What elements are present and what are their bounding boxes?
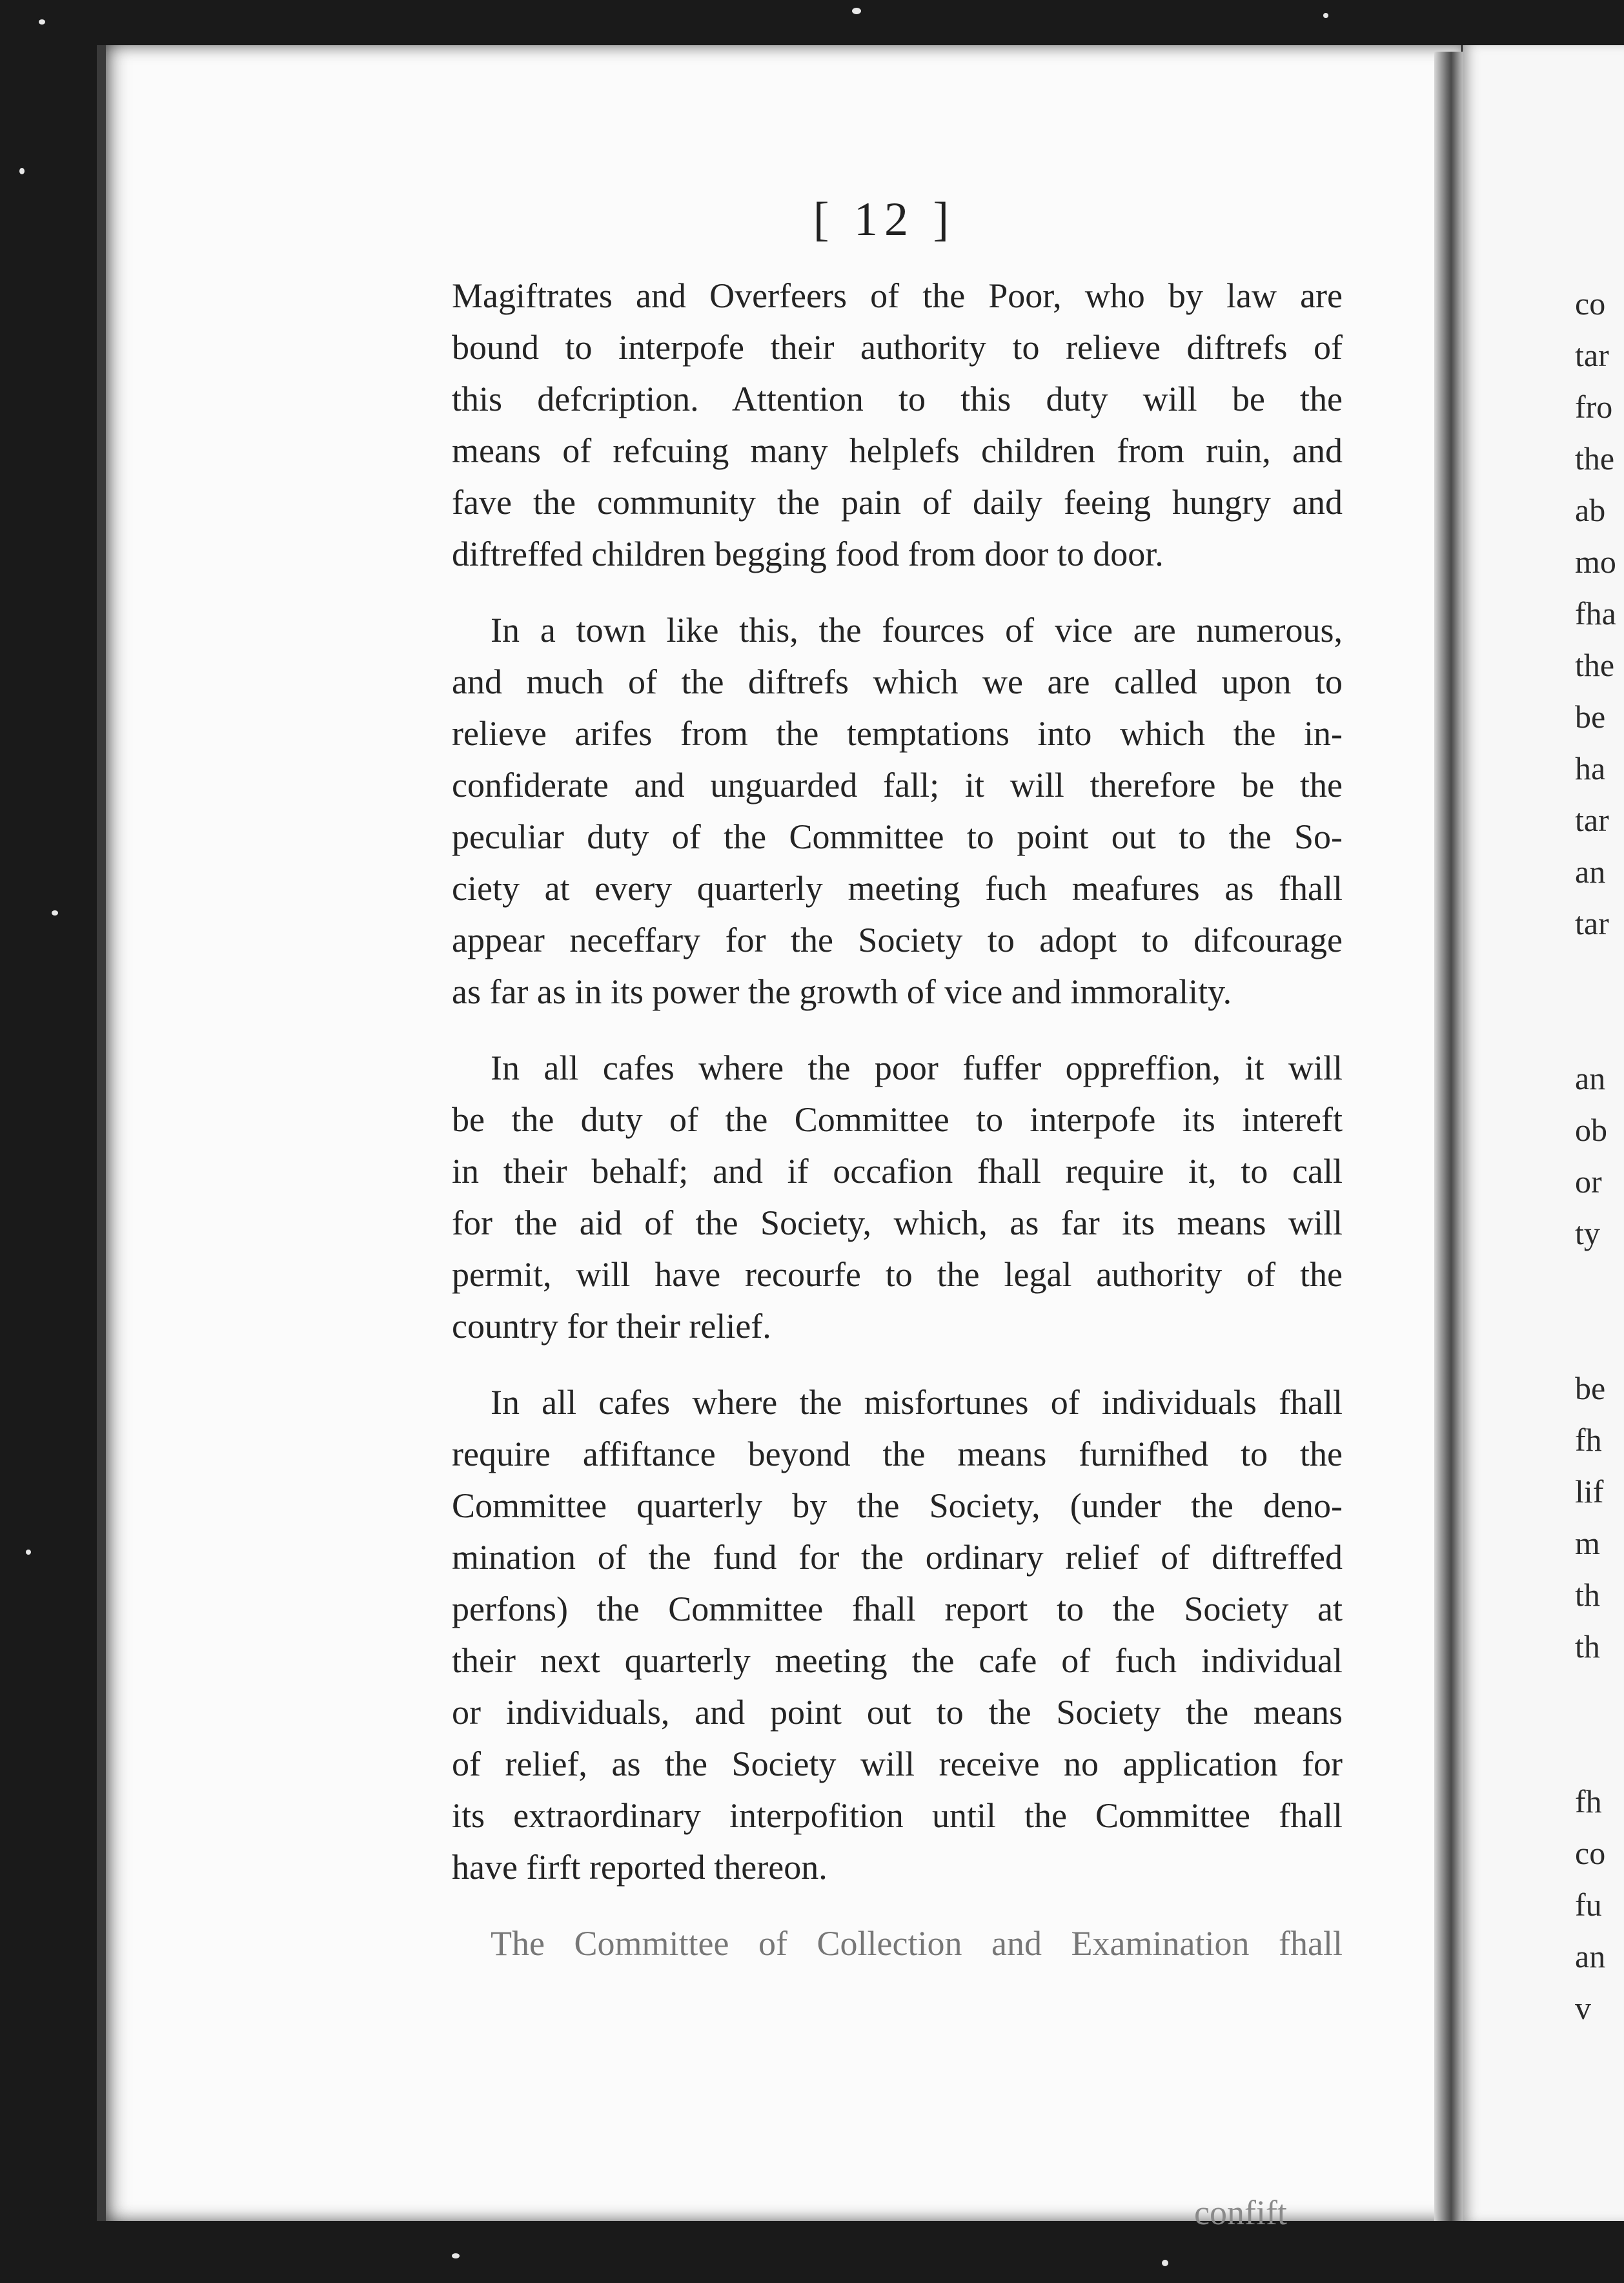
facing-page-fragment: an	[1575, 1060, 1606, 1096]
text-line: of relief, as the Society will receive no application for	[452, 1745, 1343, 1783]
facing-page-fragment: be	[1575, 1370, 1606, 1406]
text-line: for the aid of the Society, which, as far its means will	[452, 1203, 1343, 1242]
paragraph	[452, 1377, 1343, 1893]
facing-page-fragment: th	[1575, 1628, 1600, 1664]
facing-page-fragment: an	[1575, 854, 1606, 890]
facing-page-fragment	[1575, 1311, 1624, 1362]
text-line: confiderate and unguarded fall; it will therefore be the	[452, 766, 1343, 804]
facing-page-fragment: th	[1575, 1577, 1600, 1613]
text-line: The Committee of Collection and Examination fhall	[491, 1924, 1343, 1963]
paragraph	[452, 270, 1343, 580]
text-line: peculiar duty of the Committee to point out to the So-	[452, 817, 1343, 856]
facing-page-fragment	[1575, 1001, 1624, 1052]
text-line: in their behalf; and if occafion fhall require it, to call	[452, 1152, 1343, 1191]
facing-page-fragment: mo	[1575, 544, 1616, 580]
scan-speck	[852, 8, 861, 14]
scan-speck	[26, 1550, 31, 1555]
page-number: [ 12 ]	[813, 193, 956, 246]
text-line: relieve arifes from the temptations into which the in-	[452, 714, 1343, 753]
text-line: or individuals, and point out to the Society the means	[452, 1693, 1343, 1732]
facing-page-fragment: the	[1575, 440, 1615, 476]
facing-page-fragment: fha	[1575, 595, 1616, 631]
facing-page-fragment: ab	[1575, 492, 1606, 528]
facing-page-fragment	[1575, 1672, 1624, 1724]
text-line: require affiftance beyond the means furnifhed to the	[452, 1435, 1343, 1473]
facing-page-fragment: v	[1575, 1990, 1591, 2026]
facing-page-fragment	[1575, 1724, 1624, 1776]
facing-page-fragment	[1575, 1259, 1624, 1311]
text-line: permit, will have recourfe to the legal authority of the	[452, 1255, 1343, 1294]
facing-page-fragment: lif	[1575, 1473, 1604, 1510]
text-line: fave the community the pain of daily feeing hungry and	[452, 483, 1343, 522]
scan-speck	[52, 910, 58, 916]
text-line: be the duty of the Committee to interpofe its intereft	[452, 1100, 1343, 1139]
scan-speck	[1323, 13, 1328, 18]
text-line: In all cafes where the poor fuffer oppreffion, it will	[491, 1049, 1343, 1087]
scan-speck	[1162, 2260, 1168, 2266]
body-text	[452, 270, 1343, 1969]
text-line: ciety at every quarterly meeting fuch meafures as fhall	[452, 869, 1343, 908]
facing-page-fragment: ha	[1575, 750, 1606, 786]
text-line: have firft reported thereon.	[452, 1848, 827, 1887]
text-line: mination of the fund for the ordinary relief of diftreffed	[452, 1538, 1343, 1577]
text-line: In a town like this, the fources of vice are numerous,	[491, 611, 1343, 650]
facing-page-fragment: tar	[1575, 905, 1609, 941]
facing-page-fragment: fu	[1575, 1887, 1602, 1923]
facing-page-fragment: m	[1575, 1525, 1600, 1561]
facing-page-fragment: co	[1575, 1835, 1606, 1871]
facing-page-fragment: ty	[1575, 1215, 1600, 1251]
paragraph	[452, 1918, 1343, 1969]
facing-page-text-fragments	[1575, 278, 1624, 2034]
facing-page-fragment: the	[1575, 647, 1615, 683]
text-line: its extraordinary interpofition until the Committee fhall	[452, 1796, 1343, 1835]
facing-page-fragment: fh	[1575, 1422, 1602, 1458]
scan-speck	[39, 19, 45, 25]
text-line: Committee quarterly by the Society, (under the deno-	[452, 1486, 1343, 1525]
text-line: and much of the diftrefs which we are called upon to	[452, 662, 1343, 701]
catchword: confift	[1194, 2193, 1287, 2232]
scan-speck	[19, 168, 25, 174]
facing-page-fragment: tar	[1575, 802, 1609, 838]
text-line: their next quarterly meeting the cafe of fuch individual	[452, 1641, 1343, 1680]
text-line: In all cafes where the misfortunes of individuals fhall	[491, 1383, 1343, 1422]
text-line: country for their relief.	[452, 1307, 771, 1346]
paragraph	[452, 1042, 1343, 1352]
text-line: perfons) the Committee fhall report to the Society at	[452, 1590, 1343, 1628]
facing-page-fragment: tar	[1575, 337, 1609, 373]
facing-page-fragment	[1575, 949, 1624, 1001]
text-line: as far as in its power the growth of vice and immorality.	[452, 972, 1232, 1011]
facing-page-fragment: be	[1575, 699, 1606, 735]
facing-page-fragment: ob	[1575, 1112, 1607, 1148]
text-line: diftreffed children begging food from door to door.	[452, 535, 1164, 573]
book-gutter	[1434, 52, 1463, 2221]
text-line: Magiftrates and Overfeers of the Poor, who by law are	[452, 276, 1343, 315]
facing-page-fragment: co	[1575, 285, 1606, 322]
text-line: means of refcuing many helplefs children from ruin, and	[452, 431, 1343, 470]
text-line: this defcription. Attention to this duty will be the	[452, 380, 1343, 418]
text-line: appear neceffary for the Society to adopt to difcourage	[452, 921, 1343, 959]
facing-page-fragment: fro	[1575, 389, 1613, 425]
facing-page-fragment: fh	[1575, 1783, 1602, 1819]
scan-speck	[452, 2253, 460, 2258]
text-line: bound to interpofe their authority to relieve diftrefs of	[452, 328, 1343, 367]
paragraph	[452, 604, 1343, 1018]
facing-page-fragment: an	[1575, 1938, 1606, 1974]
facing-page-fragment: or	[1575, 1163, 1602, 1200]
